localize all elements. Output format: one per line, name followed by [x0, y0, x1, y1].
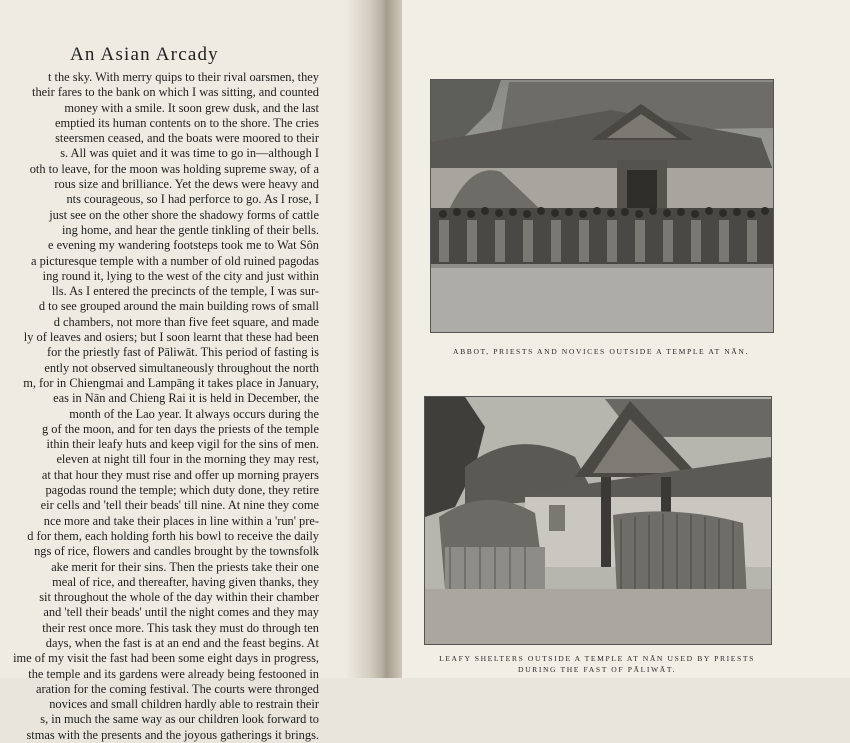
text-line: meal of rice, and thereafter, having given thanks, they	[52, 574, 319, 589]
text-line: eir cells and 'tell their beads' till nine. At nine they come	[40, 498, 319, 513]
text-line: lls. As I entered the precincts of the temple, I was sur-	[51, 284, 319, 299]
text-line: for the priestly fast of Pāliwāt. This period of fasting is	[47, 345, 319, 360]
text-line: t the sky. With merry quips to their rival oarsmen, they	[47, 70, 319, 84]
text-line: eas in Nān and Chieng Rai it is held in December, the	[53, 391, 319, 406]
text-line: just see on the other shore the shadowy forms of cattle	[49, 207, 319, 222]
text-line: aration for the coming festival. The courts were thronged	[36, 681, 319, 696]
text-line: rous size and brilliance. Yet the dews were heavy and	[54, 177, 319, 192]
photo-leafy-shelters	[424, 396, 772, 645]
text-line: a picturesque temple with a number of old ruined pagodas	[31, 253, 319, 268]
caption-bottom-photo-line-1: LEAFY SHELTERS OUTSIDE A TEMPLE AT NĀN USED BY PRIESTS	[439, 654, 755, 663]
text-line: m, for in Chiengmai and Lampāng it takes place in January,	[23, 375, 319, 390]
text-line: d for them, each holding forth his bowl to receive the daily	[27, 528, 319, 543]
text-line: stmas with the presents and the joyous gatherings it brings.	[26, 727, 319, 742]
text-line: ing home, and hear the gentle tinkling of their bells.	[61, 222, 319, 237]
text-line: e evening my wandering footsteps took me to Wat Sôn	[48, 238, 319, 253]
text-line: nts courageous, so I had perforce to go. As I rose, I	[66, 192, 319, 207]
text-line: emptied its human contents on to the shore. The cries	[54, 115, 319, 130]
caption-bottom-photo-line-2: DURING THE FAST OF PĀLIWĀT.	[517, 665, 677, 674]
text-line: and 'tell their beads' until the night comes and they may	[43, 605, 319, 620]
text-line: s, in much the same way as our children look forward to	[40, 712, 319, 727]
temple-priests-photo-image	[431, 80, 773, 332]
text-line: month of the Lao year. It always occurs during the	[69, 406, 319, 421]
text-line: ing round it, lying to the west of the city and just within	[42, 268, 319, 283]
running-head: An Asian Arcady	[70, 44, 219, 65]
text-line: g of the moon, and for ten days the priests of the temple	[42, 421, 319, 436]
text-line: at that hour they must rise and offer up morning prayers	[41, 467, 319, 482]
text-line: ly of leaves and osiers; but I soon learnt that these had been	[23, 330, 319, 345]
text-line: ently not observed simultaneously throughout the north	[44, 360, 319, 375]
text-line: ake merit for their sins. Then the priests take their one	[51, 559, 319, 574]
text-line: ime of my visit the fast had been some eight days in progress,	[13, 651, 319, 666]
text-line: nce more and take their places in line within a 'run' pre-	[43, 513, 319, 528]
caption-top-photo: ABBOT, PRIESTS AND NOVICES OUTSIDE A TEMPLE AT NĀN.	[453, 347, 749, 356]
body-text	[0, 70, 319, 743]
text-line: days, when the fast is at an end and the feast begins. At	[45, 635, 319, 650]
photo-abbot-priests-novices	[430, 79, 774, 333]
text-line: oth to leave, for the moon was holding supreme sway, of a	[29, 161, 319, 176]
text-line: pagodas round the temple; which duty done, they retire	[45, 483, 319, 498]
page-edge-shadow	[346, 0, 368, 678]
right-page	[402, 0, 850, 678]
text-line: their rest once more. This task they must do through ten	[42, 620, 319, 635]
text-line: ithin their leafy huts and keep vigil for the sins of men.	[46, 437, 319, 452]
text-line: d chambers, not more than five feet square, and made	[53, 314, 319, 329]
text-line: money with a smile. It soon grew dusk, and the last	[64, 100, 319, 115]
text-line: d to see grouped around the main building rows of small	[38, 299, 319, 314]
text-line: novices and small children hardly able to restrain their	[49, 697, 319, 712]
text-line: their fares to the bank on which I was sitting, and counted	[32, 85, 319, 100]
text-line: the temple and its gardens were already being festooned in	[28, 666, 319, 681]
text-line: s. All was quiet and it was time to go in—although I	[60, 146, 319, 161]
text-line: sit throughout the whole of the day within their chamber	[39, 590, 319, 605]
text-line: ngs of rice, flowers and candles brought by the townsfolk	[34, 544, 319, 559]
left-page	[0, 0, 368, 742]
book-gutter	[368, 0, 402, 678]
leafy-shelters-photo-image	[425, 397, 771, 644]
text-line: steersmen ceased, and the boats were moored to their	[55, 131, 319, 146]
text-line: eleven at night till four in the morning they may rest,	[56, 452, 319, 467]
